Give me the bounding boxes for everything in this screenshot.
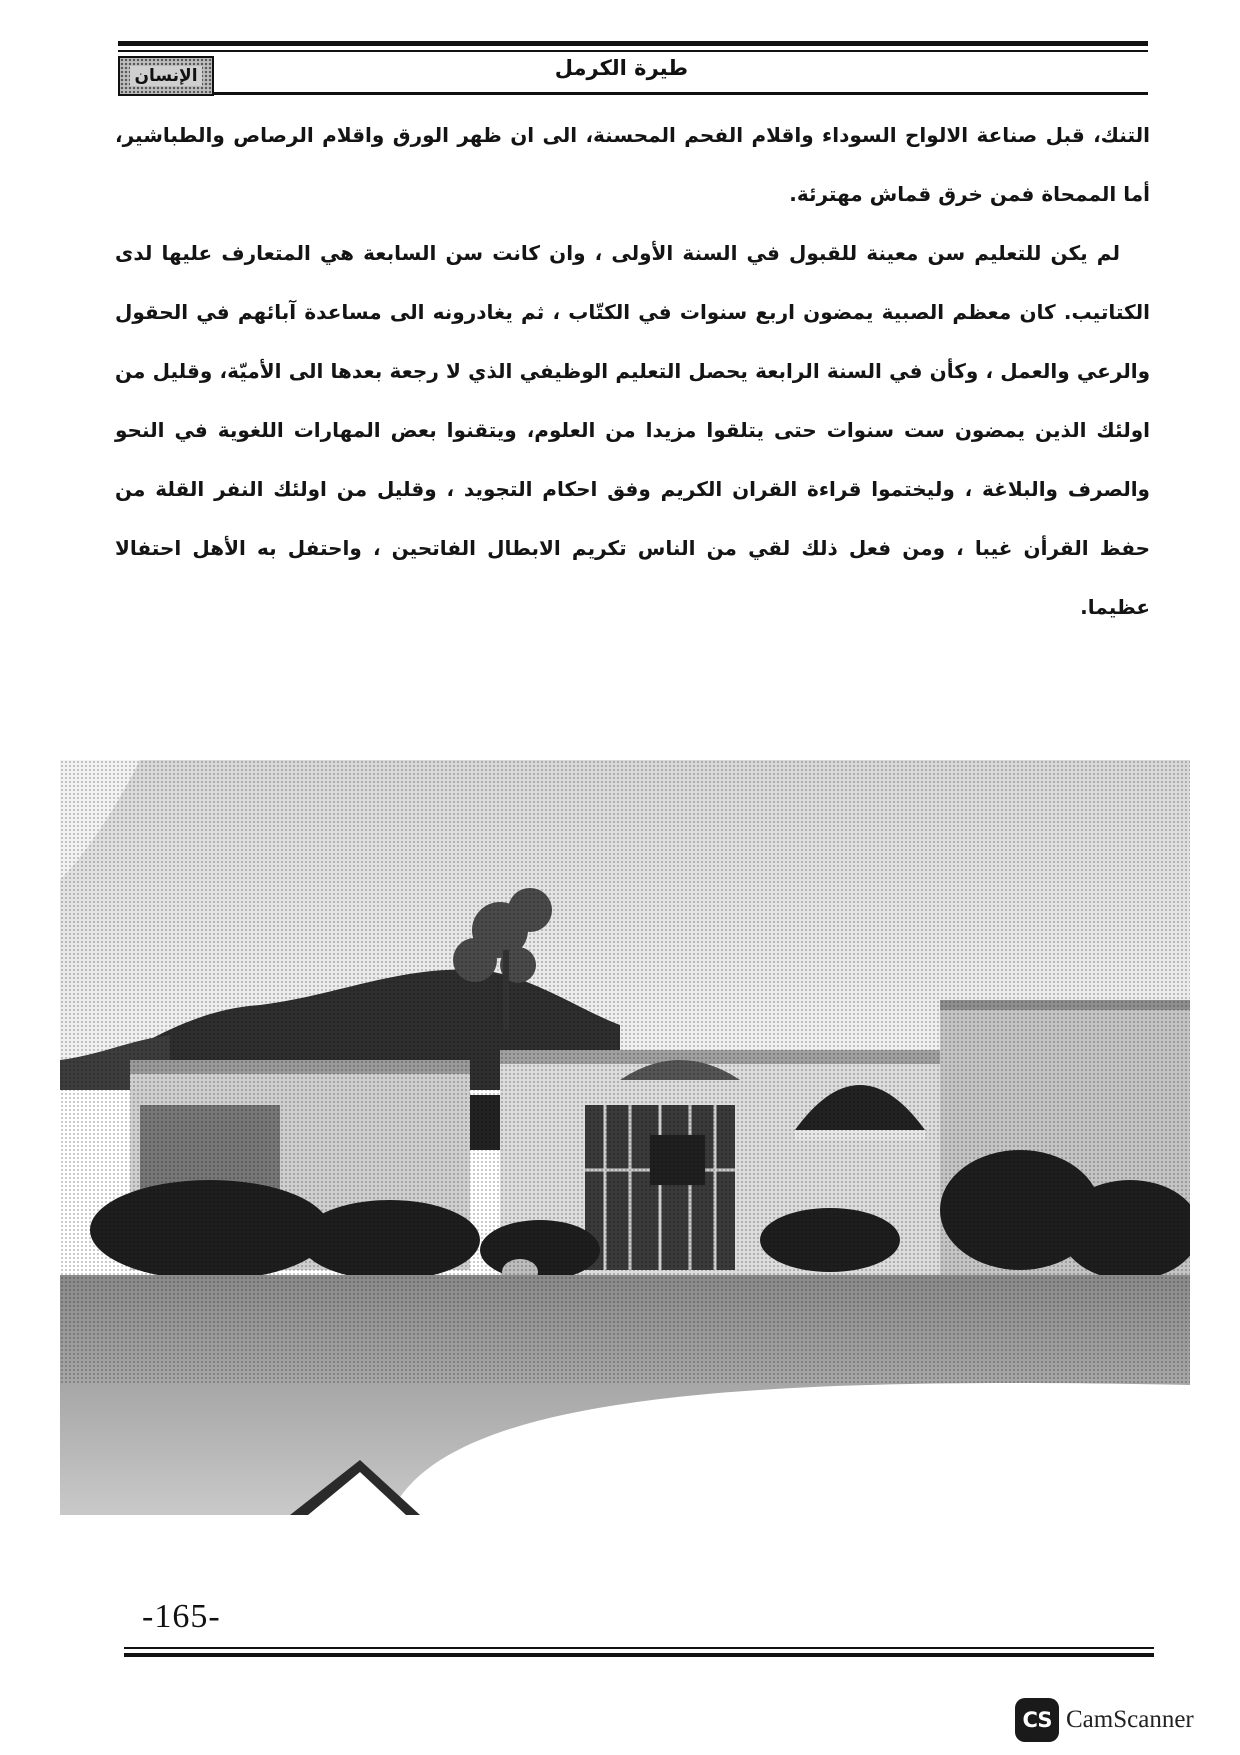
page-number: -165-	[142, 1598, 221, 1635]
header-rule-thick	[118, 41, 1148, 46]
section-badge-label: الإنسان	[130, 66, 201, 86]
header-rule-bottom	[214, 92, 1148, 95]
page-header	[118, 34, 1148, 104]
building-photograph	[60, 760, 1190, 1515]
section-badge	[118, 56, 214, 96]
body-text	[115, 106, 1150, 637]
footer-rule-thin	[124, 1647, 1154, 1649]
camscanner-watermark	[1015, 1698, 1194, 1742]
running-title: طيرة الكرمل	[554, 56, 688, 80]
paragraph: التنك، قبل صناعة الالواح السوداء واقلام الفحم المحسنة، الى ان ظهر الورق واقلام الرصاص والطباشير، أما الممحاة فمن خرق قماش مهترئة.	[115, 123, 1150, 206]
paragraph: لم يكن للتعليم سن معينة للقبول في السنة الأولى ، وان كانت سن السابعة هي المتعارف عليها لدى الكتاتيب. كان معظم الصبية يمضون اربع سنوات في الكتّاب ، ثم يغادرونه الى مساعدة آبائهم في الحقول والرعي والعمل ، وكأن في السنة الرابعة يحصل التعليم الوظيفي الذي لا رجعة بعدها الى الأميّة، وقليل من اولئك الذين يمضون ست سنوات حتى يتلقوا مزيدا من العلوم، ويتقنوا بعض المهارات اللغوية في النحو والصرف والبلاغة ، وليختموا قراءة القران الكريم وفق احكام التجويد ، وقليل من اولئك النفر القلة من حفظ القرأن غيبا ، ومن فعل ذلك لقي من الناس تكريم الابطال الفاتحين ، واحتفل به الأهل احتفالا عظيما.	[115, 241, 1150, 619]
header-rule-thin	[118, 50, 1148, 52]
footer-rule-thick	[124, 1653, 1154, 1657]
camscanner-label: CamScanner	[1066, 1706, 1194, 1733]
camscanner-logo-icon: CS	[1015, 1698, 1059, 1742]
